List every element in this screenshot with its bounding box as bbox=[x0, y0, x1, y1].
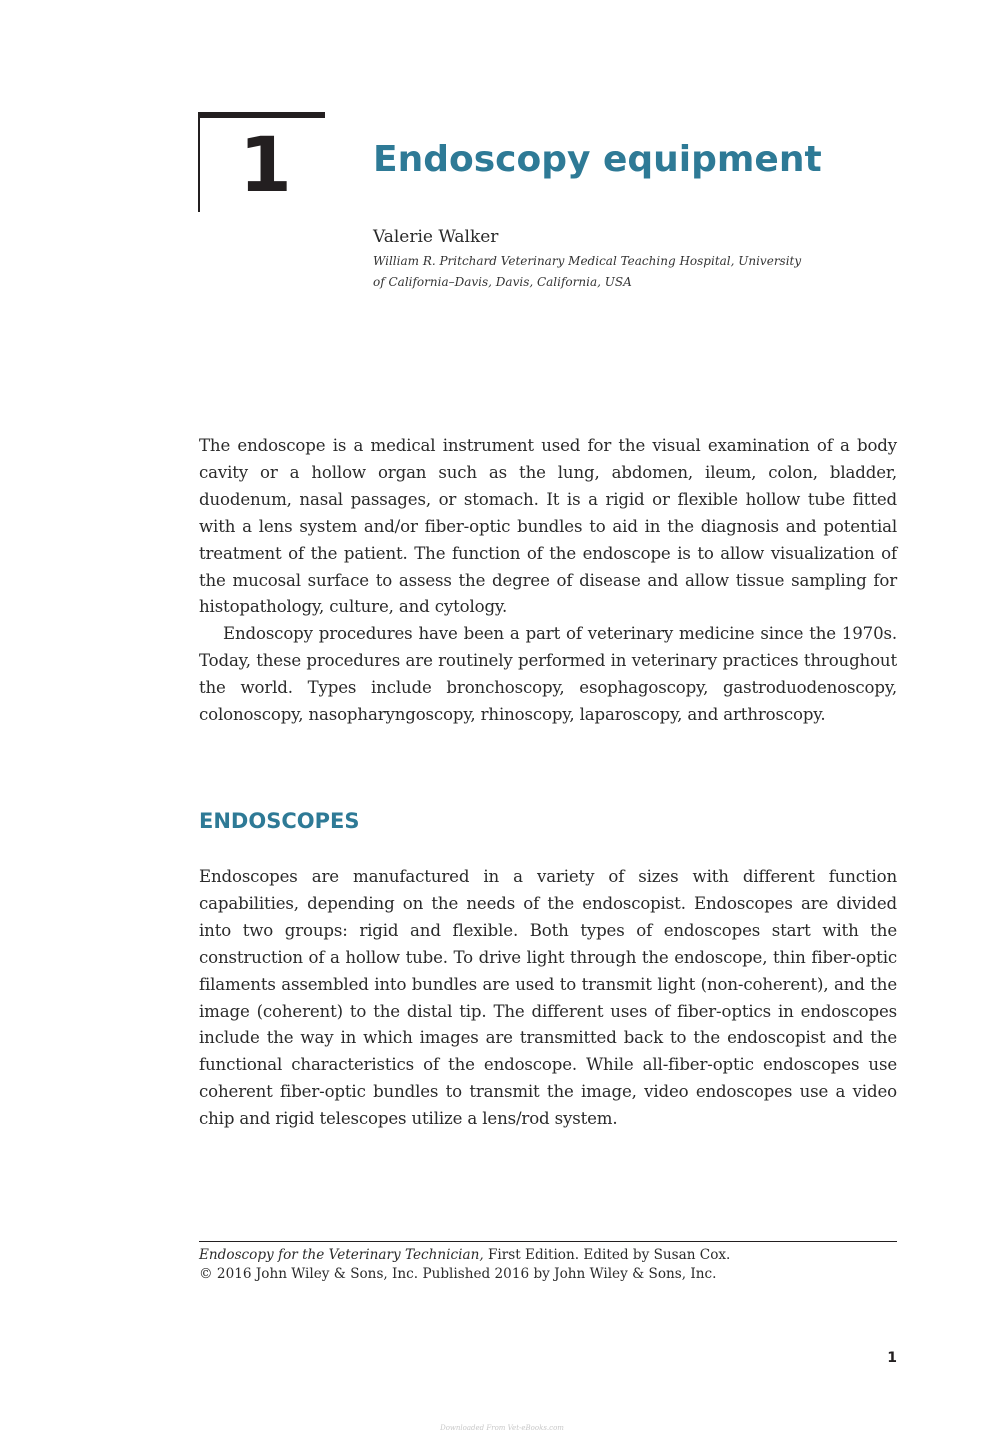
chapter-number: 1 bbox=[239, 120, 290, 209]
footnote-divider bbox=[199, 1241, 897, 1242]
page-number: 1 bbox=[887, 1350, 897, 1366]
section-paragraph: Endoscopes are manufactured in a variety of sizes with different function capabilities, depending on the needs of the endoscopist. Endoscopes are divided into two groups: rigid and flexible. Both types of endoscopes start with the construction of a hollow tube. To drive light through the endoscope, thin fiber-optic filaments assembled into bundles are used to transmit light (non-coherent), and the image (coherent) to the distal tip. The different uses of fiber-optics in endoscopes include the way in which images are transmitted back to the endoscopist and the functional characteristics of the endoscope. While all-fiber-optic endoscopes use coherent fiber-optic bundles to transmit the image, video endoscopes use a video chip and rigid telescopes utilize a lens/rod system. bbox=[199, 867, 897, 1129]
intro-paragraph: Endoscopy procedures have been a part of veterinary medicine since the 1970s. Today, these procedures are routinely performed in veterinary practices throughout the world. Types include bronchoscopy, esophagoscopy, gastroduodenoscopy, colonoscopy, nasopharyngoscopy, rhinoscopy, laparoscopy, and arthroscopy. bbox=[199, 624, 897, 725]
section-heading: ENDOSCOPES bbox=[199, 809, 360, 833]
footnote bbox=[199, 1246, 897, 1284]
intro-paragraph: The endoscope is a medical instrument used for the visual examination of a body cavity or a hollow organ such as the lung, abdomen, ileum, colon, bladder, duodenum, nasal passages, or stomach. It is a rigid or flexible hollow tube fitted with a lens system and/or fiber-optic bundles to aid in the diagnosis and potential treatment of the patient. The function of the endoscope is to allow visualization of the mucosal surface to assess the degree of disease and allow tissue sampling for histopathology, culture, and cytology. bbox=[199, 436, 897, 617]
copyright-line: © 2016 John Wiley & Sons, Inc. Published 2016 by John Wiley & Sons, Inc. bbox=[199, 1266, 717, 1282]
author-name: Valerie Walker bbox=[373, 227, 499, 247]
book-title: Endoscopy for the Veterinary Technician, bbox=[199, 1247, 484, 1263]
author-affiliation: William R. Pritchard Veterinary Medical Teaching Hospital, University of California–Davis, Davis, California, USA bbox=[373, 254, 802, 289]
section-text bbox=[199, 864, 897, 1133]
download-watermark: Downloaded From Vet-eBooks.com bbox=[440, 1424, 564, 1432]
footnote-citation bbox=[199, 1246, 897, 1265]
intro-text bbox=[199, 433, 897, 729]
chapter-title: Endoscopy equipment bbox=[373, 139, 822, 180]
edition-note: First Edition. Edited by Susan Cox. bbox=[483, 1247, 731, 1263]
